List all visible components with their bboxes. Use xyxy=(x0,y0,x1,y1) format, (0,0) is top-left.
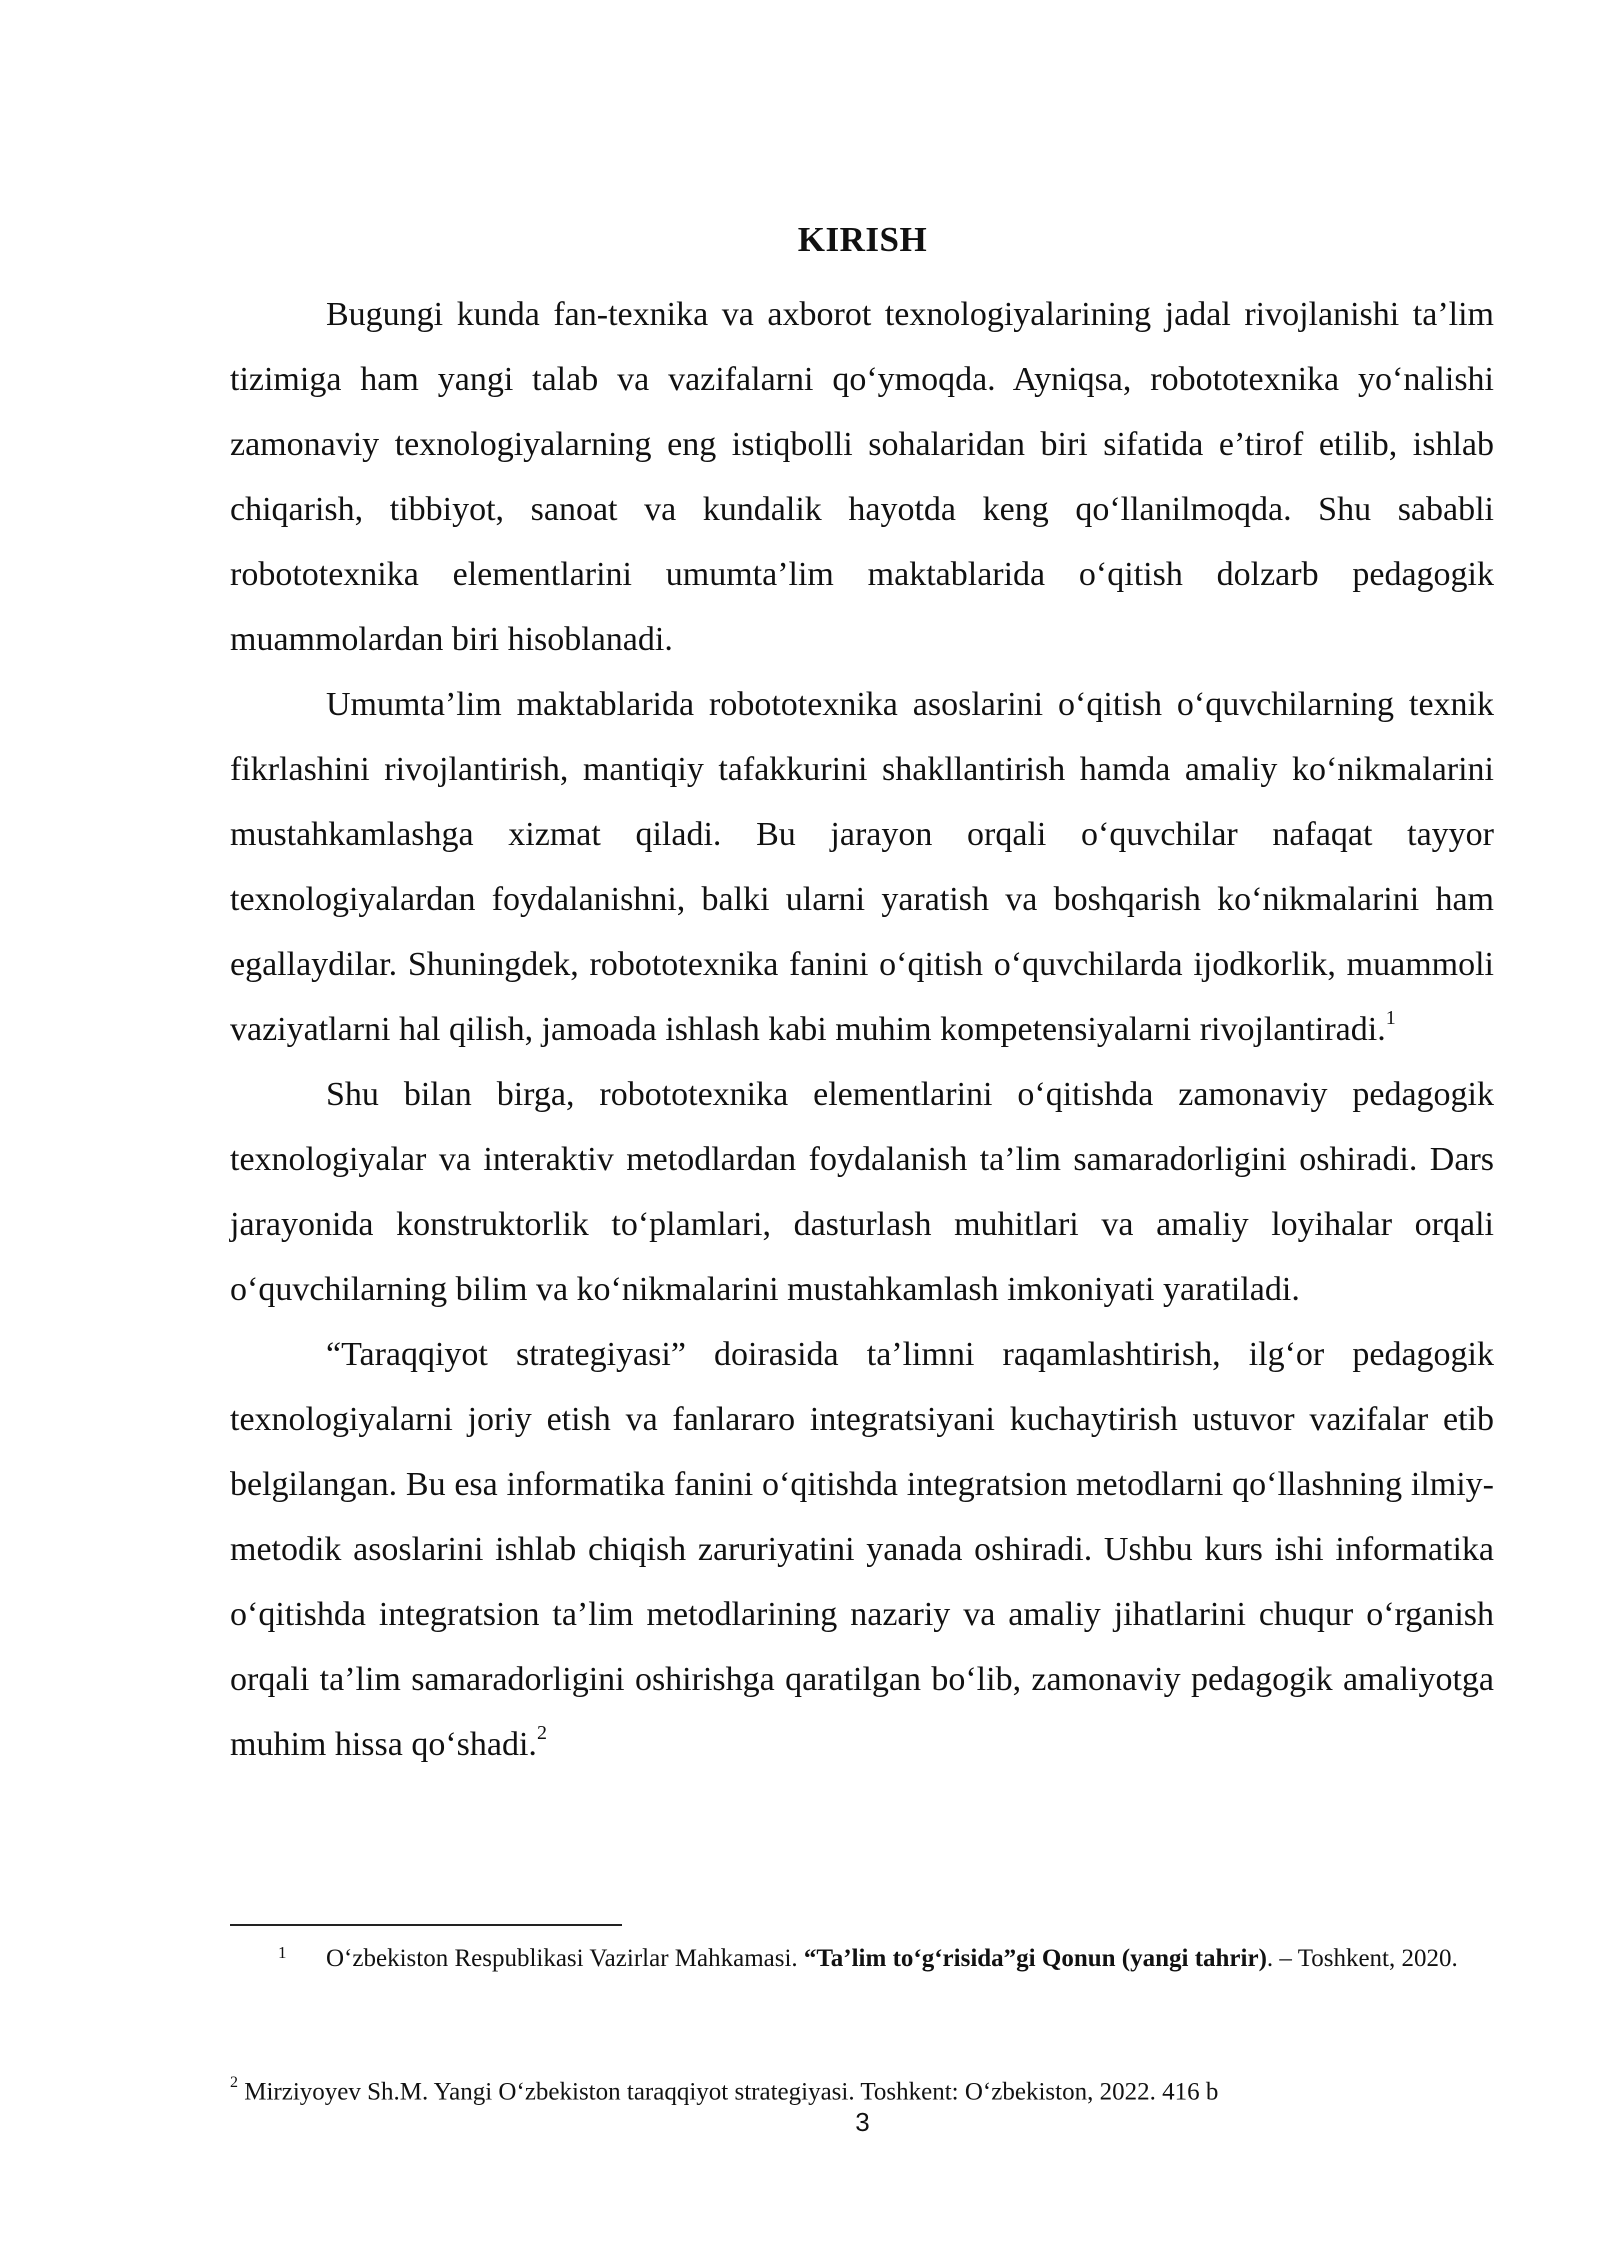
footnote-1-number: 1 xyxy=(278,1943,287,1962)
paragraph-3-text: Shu bilan birga, robototexnika elementlarini o‘qitishda zamonaviy pedagogik texnologiyalar va interaktiv metodlardan foydalanish ta’lim samaradorligini oshiradi. Dars jarayonida konstruktorlik to‘plamlari, dasturlash muhitlari va amaliy loyihalar orqali o‘quvchilarning bilim va ko‘nikmalarini mustahkamlash imkoniyati yaratiladi. xyxy=(230,1076,1494,1308)
paragraph-4-text: “Taraqqiyot strategiyasi” doirasida ta’limni raqamlashtirish, ilg‘or pedagogik texnologiyalarni joriy etish va fanlararo integratsiyani kuchaytirish ustuvor vazifalar etib belgilangan. Bu esa informatika fanini o‘qitishda integratsion metodlarni qo‘llashning ilmiy-metodik asoslarini ishlab chiqish zaruriyatini yanada oshiradi. Ushbu kurs ishi informatika o‘qitishda integratsion ta’lim metodlarining nazariy va amaliy jihatlarini chuqur o‘rganish orqali ta’lim samaradorligini oshirishga qaratilgan bo‘lib, zamonaviy pedagogik amaliyotga muhim hissa qo‘shadi. xyxy=(230,1336,1494,1763)
footnote-1 xyxy=(230,1934,1494,1984)
footnote-2-text: Mirziyoyev Sh.M. Yangi O‘zbekiston taraqqiyot strategiyasi. Toshkent: O‘zbekiston, 2022. 416 b xyxy=(244,2078,1219,2106)
footnote-separator xyxy=(230,1924,622,1926)
paragraph-1-text: Bugungi kunda fan-texnika va axborot texnologiyalarining jadal rivojlanishi ta’lim tizimiga ham yangi talab va vazifalarni qo‘ymoqda. Ayniqsa, robototexnika yo‘nalishi zamonaviy texnologiyalarning eng istiqbolli sohalaridan biri sifatida e’tirof etilib, ishlab chiqarish, tibbiyot, sanoat va kundalik hayotda keng qo‘llanilmoqda. Shu sababli robototexnika elementlarini umumta’lim maktablarida o‘qitish dolzarb pedagogik muammolardan biri hisoblanadi. xyxy=(230,296,1494,658)
section-heading: KIRISH xyxy=(797,220,928,259)
body-text xyxy=(230,282,1494,1777)
paragraph-2-text: Umumta’lim maktablarida robototexnika asoslarini o‘qitish o‘quvchilarning texnik fikrlashini rivojlantirish, mantiqiy tafakkurini shakllantirish hamda amaliy ko‘nikmalarini mustahkamlashga xizmat qiladi. Bu jarayon orqali o‘quvchilar nafaqat tayyor texnologiyalardan foydalanishni, balki ularni yaratish va boshqarish ko‘nikmalarini ham egallaydilar. Shuningdek, robototexnika fanini o‘qitish o‘quvchilarda ijodkorlik, muammoli vaziyatlarni hal qilish, jamoada ishlash kabi muhim kompetensiyalarni rivojlantiradi. xyxy=(230,686,1494,1048)
paragraph-3 xyxy=(230,1062,1494,1322)
footnote-1-body xyxy=(230,1934,1494,1984)
paragraph-2 xyxy=(230,672,1494,1062)
paragraph-4 xyxy=(230,1322,1494,1777)
footnote-1-text-before: O‘zbekiston Respublikasi Vazirlar Mahkamasi. xyxy=(326,1945,804,1972)
footnote-2-number: 2 xyxy=(230,2074,238,2091)
footnote-1-title: “Ta’lim to‘g‘risida”gi Qonun (yangi tahrir) xyxy=(803,1945,1267,1972)
paragraph-1 xyxy=(230,282,1494,672)
footnote-1-text-after: . – Toshkent, 2020. xyxy=(1266,1945,1458,1972)
footnote-ref-1[interactable]: 1 xyxy=(1385,1006,1396,1029)
footnote-ref-2[interactable]: 2 xyxy=(536,1721,547,1744)
page-number: 3 xyxy=(855,2107,870,2137)
